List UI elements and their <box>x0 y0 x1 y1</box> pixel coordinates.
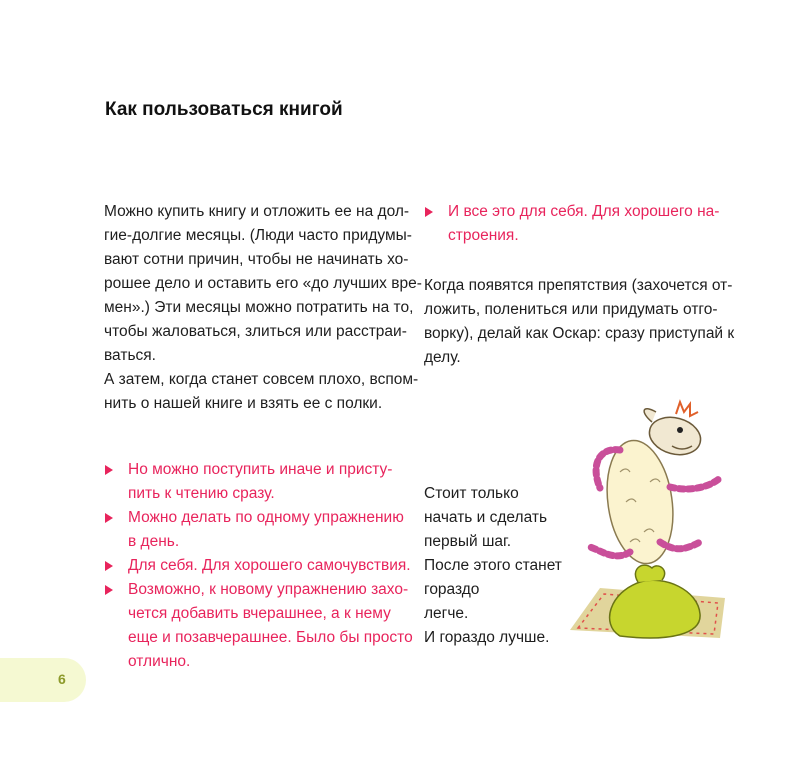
caption-line: первый шаг. <box>424 533 512 550</box>
oscar-paragraph <box>424 274 735 370</box>
text-line: отлично. <box>128 653 191 670</box>
bullet-item <box>104 554 411 578</box>
text-line: И все это для себя. Для хорошего на- <box>448 203 720 220</box>
caption-line: И гораздо лучше. <box>424 629 550 646</box>
intro-paragraph <box>104 200 422 368</box>
page-number: 6 <box>58 671 66 687</box>
caption-line: гораздо <box>424 581 480 598</box>
bullet-item <box>104 458 404 506</box>
text-line: Но можно поступить иначе и присту- <box>128 461 393 478</box>
text-line: строения. <box>448 227 519 244</box>
bullet-item <box>104 578 413 674</box>
page-title: Как пользоваться книгой <box>105 99 343 120</box>
text-line: мен».) Эти месяцы можно потратить на то, <box>104 299 414 316</box>
text-line: пить к чтению сразу. <box>128 485 275 502</box>
illustration-caption <box>424 482 562 650</box>
text-line: гие-долгие месяцы. (Люди часто придумы- <box>104 227 412 244</box>
page-number-tab <box>0 658 86 702</box>
left-column <box>104 200 422 674</box>
bullet-arrow-icon <box>105 513 113 523</box>
bullet-arrow-icon <box>105 561 113 571</box>
text-line: Можно делать по одному упражнению <box>128 509 404 526</box>
text-line: Можно купить книгу и отложить ее на дол- <box>104 203 410 220</box>
caption-line: Стоит только <box>424 485 519 502</box>
caption-line: легче. <box>424 605 469 622</box>
bullet-arrow-icon <box>425 207 433 217</box>
text-line: чется добавить вчерашнее, а к нему <box>128 605 391 622</box>
right-column <box>424 200 735 370</box>
text-line: ворку), делай как Оскар: сразу приступай к <box>424 325 735 342</box>
caption-line: После этого станет <box>424 557 562 574</box>
text-line: в день. <box>128 533 180 550</box>
text-line: ложить, полениться или придумать отго- <box>424 301 718 318</box>
text-line: Возможно, к новому упражнению захо- <box>128 581 409 598</box>
text-line: вают сотни причин, чтобы не начинать хо- <box>104 251 409 268</box>
caption-line: начать и сделать <box>424 509 548 526</box>
text-line: ваться. <box>104 347 156 364</box>
text-line: А затем, когда станет совсем плохо, вспом- <box>104 371 419 388</box>
text-line: чтобы жаловаться, злиться или расстраи- <box>104 323 407 340</box>
bullet-arrow-icon <box>105 585 113 595</box>
text-line: рошее дело и оставить его «до лучших вре- <box>104 275 422 292</box>
second-paragraph <box>104 368 419 416</box>
text-line: Для себя. Для хорошего самочувствия. <box>128 557 411 574</box>
bullet-item <box>104 506 404 554</box>
text-line: еще и позавчерашнее. Было бы просто <box>128 629 413 646</box>
sheep-illustration <box>560 392 730 642</box>
bullet-item <box>424 200 724 248</box>
bullet-arrow-icon <box>105 465 113 475</box>
text-line: делу. <box>424 349 461 366</box>
text-line: нить о нашей книге и взять ее с полки. <box>104 395 383 412</box>
text-line: Когда появятся препятствия (захочется от- <box>424 277 733 294</box>
